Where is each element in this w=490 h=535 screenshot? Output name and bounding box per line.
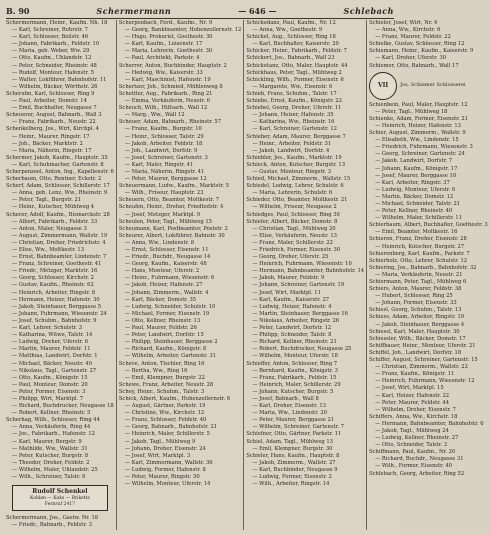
- directory-entry: Schermermann, Jos., Gastw. Nr. 18: [6, 515, 99, 522]
- directory-entry: — Maria, Lehrerin, Schulstr. 6: [252, 190, 333, 197]
- directory-entry: — Jakob, Steinhauer, Berggasse 5: [12, 303, 102, 310]
- directory-entry: — Karl, Dreher, Uferstr. 30: [375, 55, 447, 62]
- directory-entry: — Paul, Monteur, Domstr. 20: [12, 381, 88, 388]
- directory-entry: — Karl, Zimmermann, Wallstr. 36: [124, 459, 213, 466]
- directory-entry: — Marg., Ww., Wall 12: [124, 112, 185, 119]
- directory-entry: Schiemann, Heinr., Kaufm., Kaiserstr. 9: [369, 48, 474, 55]
- directory-entry: — Nikolaus, Arbeiter, Ringstr. 26: [252, 317, 340, 324]
- directory-entry: — Heinr., Fuhrmann, Wiesenstr. 6: [124, 275, 215, 282]
- directory-entry: Schiedges, Paul, Schlosser, Ring 30: [246, 211, 340, 218]
- directory-entry: — Otto, Kellner, Rheinstr. 13: [124, 317, 201, 324]
- directory-entry: Schiedel, Ludwig, Lehrer, Schulstr. 6: [246, 183, 344, 190]
- directory-entry: — Emil, Klempner, Burgstr. 22: [124, 374, 205, 381]
- header-right: Schlebach: [343, 6, 394, 16]
- directory-entry: — Anna, geb. Lenz, Ww., Rheinstr. 9: [12, 190, 108, 197]
- directory-entry: Scheve, Anton, Tischler, Ring 16: [118, 360, 205, 367]
- directory-entry: — Anna, Ww., Goethestr. 9: [252, 27, 323, 34]
- directory-entry: — Heinrich, Maler, Schillerstr. 29: [252, 381, 341, 388]
- directory-entry: — Michael, Former, Eisenstr. 19: [124, 310, 210, 317]
- column-1: [4, 20, 116, 530]
- directory-entry: — Peter, Kellner, Rheinstr. 40: [375, 208, 453, 215]
- directory-entry: — Wilhelm, Schreiner, Gartenstr. 7: [252, 424, 345, 431]
- advertisement-name: Rudolf Schenkel: [32, 488, 88, 496]
- directory-entry: — Johann, Heizer, Hafenstr. 35: [252, 112, 334, 119]
- directory-entry: — Richard, Buchdr., Neugasse 31: [375, 456, 464, 463]
- directory-entry: — Margarete, Ww., Eisenstr. 6: [252, 83, 333, 90]
- directory-entry: Schieler, Josef, Wirt, Nr. 4: [369, 20, 438, 26]
- directory-entry: — Philipp, Wirt, Marktpl. 7: [12, 395, 84, 402]
- directory-entry: — Maria, Lehrerin, Goethestr. 30: [124, 48, 213, 55]
- directory-entry: — Georg, Schlosser, Kirchstr. 2: [12, 275, 94, 282]
- directory-entry: — Jakob, Landwirt, Dorfstr. 7: [375, 158, 453, 165]
- directory-entry: — Matthias, Landwirt, Dorfstr. 1: [12, 353, 98, 360]
- directory-entry: — Franz, Schreiner, Goethestr. 41: [12, 261, 102, 268]
- directory-entry: — Elise, Ww., Moltkestr. 13: [12, 247, 85, 253]
- directory-entry: — Gustav, Kaufm., Rheinstr. 62: [12, 282, 94, 289]
- directory-entry: — Philipp, Schneider, Talstr. 8: [252, 332, 332, 339]
- directory-entry: — Franz, Fabrikarb., Neustr. 22: [12, 119, 96, 126]
- directory-entry: — Hermann, Bahnbeamter, Bahnhofstr. 6: [375, 420, 484, 427]
- directory-entry: — Jakob, Steinhauer, Berggasse 4: [375, 321, 465, 328]
- directory-entry: Schiesl, Georg, Schuhm., Talstr. 13: [369, 307, 462, 314]
- directory-entry: — Heinr., Schlosser, Talstr. 29: [124, 133, 204, 140]
- directory-entry: — Friedrich, Fuhrmann, Wiesenstr. 3: [375, 144, 473, 151]
- directory-entry: — Johann, Fuhrmann, Wiesenstr. 24: [12, 310, 107, 317]
- seal-caption: Jos. Schiemer Schlosserei: [400, 82, 466, 89]
- directory-entry: — Wilh., Friseur, Hauptstr. 23: [124, 190, 204, 197]
- page-header: [6, 4, 394, 19]
- directory-entry: Schiffmann, Paul, Kaufm., Nr. 20: [369, 449, 456, 456]
- directory-entry: — Franz, Kaufm., Burgstr. 10: [124, 126, 202, 133]
- directory-entry: — Joh., Bäcker, Marktstr. 2: [12, 140, 83, 147]
- directory-entry: — Peter, Former, Eisenstr. 3: [12, 388, 86, 395]
- directory-entry: — Hermann, Heizer, Hafenstr. 30: [12, 296, 100, 303]
- directory-entry: Schickedanz, Paul, Kaufm., Nr. 12: [246, 20, 336, 26]
- directory-entry: — Nikolaus, Tagl., Gartenstr. 27: [12, 367, 97, 374]
- directory-entry: — Anna, Ww., Lindenstr. 8: [124, 239, 195, 246]
- directory-entry: — Philipp, Steinhauer, Berggasse 2: [124, 339, 218, 346]
- directory-entry: — Paul, Architekt, Parkstr. 4: [124, 55, 200, 62]
- directory-entry: — Heinr., Arbeiter, Feldstr. 31: [252, 140, 332, 147]
- directory-entry: Schickhaus, Peter, Tagl., Mühlweg 2: [246, 69, 342, 76]
- directory-entry: Schiel, Adam, Tagl., Mühlweg 13: [246, 438, 333, 445]
- directory-entry: — Wilh., Schreiner, Talstr. 6: [12, 474, 86, 480]
- directory-entry: — Jakob, Zimmerm., Wallstr. 27: [252, 459, 336, 466]
- directory-entry: Scherrer, Anton, Buchbinder, Hauptstr. 2: [118, 62, 227, 69]
- directory-entry: Schienbein, Paul, Maler, Hauptstr. 12: [369, 101, 468, 108]
- directory-entry: — Karl, Kaufm., Kaiserstr. 27: [252, 296, 330, 303]
- directory-entry: — Maria, Näherin, Ringstr. 41: [124, 168, 205, 175]
- directory-entry: — Anton, Maler, Neugasse 3: [12, 225, 87, 232]
- directory-entry: — Robert, Kellner, Rheinstr. 5: [12, 410, 91, 417]
- directory-entry: — Jakob, Heizer, Hafenstr. 27: [124, 282, 203, 289]
- directory-entry: — Gustav, Monteur, Ringstr. 3: [252, 168, 332, 175]
- directory-entry: — Martin, Maurer, Feldstr. 11: [12, 346, 91, 353]
- directory-entry: Scherer, Adolf, Kaufm., Bismarckstr. 28: [6, 211, 110, 218]
- directory-entry: Schiebler, Jos., Kaufm., Marktstr. 19: [246, 154, 342, 161]
- directory-entry: Schickling, Wilh., Former, Eisenstr. 6: [246, 76, 344, 83]
- directory-entry: — Franz, Schlosser, Feldstr. 40: [124, 417, 207, 424]
- directory-entry: — Karl, Lehrer, Schulstr. 3: [12, 325, 82, 332]
- directory-entry: Scheumann, Karl, Postbeamter, Poststr. 2: [118, 225, 228, 232]
- directory-entry: Scheruhn, Karl, Schlosser, Ring 9: [6, 90, 95, 97]
- directory-entry: Schiemer, Otto, Bahnarb., Wall 17: [369, 62, 459, 69]
- directory-entry: — Karl, Maler, Ringstr. 41: [124, 161, 194, 168]
- seal-emblem: VII: [369, 72, 397, 100]
- directory-entry: — Joh., Landwirt, Dorfstr. 9: [124, 147, 198, 154]
- directory-entry: — Wilh., Arbeiter, Ringstr. 14: [252, 481, 330, 488]
- directory-entry: — Josef, Maurer, Berggasse 10: [375, 172, 457, 179]
- directory-entry: — Ernst, Bahnbeamter, Lindenstr. 7: [12, 254, 107, 261]
- directory-entry: — Josef, Wirt, Marktpl. 15: [375, 385, 444, 392]
- directory-entry: — Karl, Schuhmacher, Gartenstr. 8: [12, 161, 104, 168]
- directory-entry: — Robert, Buchdrucker, Neugasse 25: [252, 346, 352, 353]
- advertisement-line: Kohlen — Koks — Briketts: [30, 496, 90, 502]
- directory-entry: Scheulen, Peter, Tagl., Mühlweg 15: [118, 218, 212, 225]
- directory-entry: — Elise, Verkäuferin, Neustr. 13: [252, 232, 337, 239]
- directory-entry: — Wilh., Former, Eisenstr. 40: [375, 463, 452, 470]
- directory-entry: Schierholz, Otto, Lehrer, Schulstr. 12: [369, 257, 468, 264]
- directory-entry: — Ludwig, Schneider, Schulstr. 10: [124, 303, 216, 310]
- directory-entry: — Wilhelm, Bäcker, Wörthstr. 26: [12, 83, 98, 90]
- directory-entry: Schienke, Adam, Former, Eisenstr. 21: [369, 115, 469, 122]
- directory-entry: — Wilhelm, Monteur, Uferstr. 14: [124, 481, 211, 488]
- directory-entry: — Hugo, Prokurist, Goethestr. 30: [124, 34, 213, 41]
- directory-entry: Schermer, Jakob, Kaufm., Hauptstr. 35: [6, 154, 108, 161]
- directory-entry: — Georg, Schreiner, Gartenstr. 24: [375, 151, 465, 158]
- directory-entry: — Josef, Schuhm., Bahnhofstr. 9: [12, 317, 97, 324]
- directory-entry: Schettler, Aug., Fabrikarb., Ring 21: [118, 90, 213, 97]
- directory-entry: — Katharina, Ww., Rheinstr. 16: [252, 119, 335, 126]
- directory-entry: — Josef, Wirt, Marktpl. 3: [124, 452, 191, 459]
- directory-entry: — Ludwig, Kellner, Rheinstr. 27: [375, 435, 459, 442]
- directory-entry: — Karl, Buchhalter, Kaiserstr. 20: [252, 41, 339, 48]
- directory-entry: Schiermann, Peter, Tagl., Mühlweg 6: [369, 279, 467, 285]
- column-2: [116, 20, 243, 530]
- directory-entry: Scheurer, Albert, Lokführer, Bahnstr. 30: [118, 232, 225, 239]
- directory-entry: Schickert, Jos., Bahnarb., Wall 23: [246, 55, 335, 62]
- directory-entry: — Ludwig, Monteur, Uferstr. 6: [375, 186, 456, 193]
- directory-entry: — Peter, Kutscher, Burgstr. 8: [12, 452, 89, 459]
- directory-entry: — Heinrich, Fuhrmann, Wiesenstr. 10: [252, 261, 352, 268]
- directory-entry: — Karl, Buchbinder, Neugasse 9: [252, 466, 338, 473]
- directory-entry: — Peter, Maurer, Ringstr. 50: [124, 474, 200, 480]
- directory-entry: — Bertha, Ww., Ring 16: [124, 367, 188, 374]
- directory-entry: — Bernhard, Kaufm., Königstr. 3: [252, 367, 338, 374]
- directory-entry: Schiefner, Otto, Gärtner, Parkstr. 11: [246, 431, 342, 438]
- directory-entry: — Otto, Kaufm., Uhlandstr. 12: [12, 55, 92, 62]
- directory-entry: — Wilhelm, Monteur, Uferstr. 18: [252, 353, 338, 360]
- directory-entry: — Friedrich, Former, Eisenstr. 30: [252, 247, 341, 253]
- directory-entry: — Georg, Bahnarb., Bahnhofstr. 21: [124, 424, 218, 431]
- directory-entry: — Karl, Heizer, Hafenstr. 22: [375, 392, 450, 399]
- directory-entry: Schicketanz, Otto, Maler, Hauptstr. 44: [246, 62, 348, 69]
- directory-entry: — Karl, Schreiner, Rohrstr. 7: [12, 27, 88, 34]
- directory-entry: Schieb, Franz, Schuhm., Talstr. 17: [246, 90, 337, 97]
- directory-entry: — Friedr., Buchdr., Neugasse 14: [124, 254, 211, 261]
- directory-entry: — Karl, Arbeiter, Ringstr. 37: [375, 179, 450, 186]
- directory-entry: Schieber, Adam, Maurer, Berggasse 7: [246, 133, 346, 140]
- directory-entry: — Heinrich, Kutscher, Burgstr. 27: [375, 243, 465, 250]
- column-4: [366, 20, 490, 530]
- directory-entry: — Richard, Kaufm., Königstr. 8: [124, 346, 207, 353]
- directory-entry: — Karl, Bäcker, Domstr. 35: [124, 296, 197, 303]
- directory-entry: — Albert, Fabrikarb., Feldstr. 33: [12, 218, 98, 225]
- directory-entry: — Maria, Ww., Lindenstr. 20: [252, 410, 327, 417]
- directory-entry: — Georg, Kaufm., Kaiserstr. 48: [124, 261, 207, 268]
- directory-entry: Scherpenzeel, Anton, Ing., Kapellenstr. 6: [6, 168, 114, 175]
- directory-entry: — Johann, Zimmerm., Wallstr. 4: [124, 289, 209, 296]
- directory-entry: — Richard, Buchdrucker, Neugasse 18: [12, 403, 114, 410]
- directory-entry: Schier, August, Zimmerm., Wallstr. 9: [369, 130, 466, 137]
- directory-entry: Schiebe, Ernst, Kaufm., Königstr. 22: [246, 98, 343, 105]
- directory-entry: — Michael, Schneider, Talstr. 21: [375, 200, 461, 207]
- directory-entry: — Johann, Kaufm., Königstr. 17: [375, 165, 458, 172]
- directory-entry: — Franz, Maler, Schillerstr. 22: [252, 239, 333, 246]
- directory-entry: — Franz, Fabrikarb., Feldstr. 15: [252, 374, 337, 381]
- directory-entry: — August, Zimmermann, Wallstr. 19: [12, 232, 108, 239]
- directory-entry: Schierbaum, Albert, Buchhalter, Goethestr. 3: [369, 222, 488, 229]
- directory-entry: — Christian, Zimmerm., Wallstr. 22: [375, 364, 468, 371]
- directory-entry: Schiebel, Georg, Dreher, Uferstr. 11: [246, 105, 342, 112]
- directory-entry: Schicker, Heinr., Fabrikarb., Feldstr. 7: [246, 48, 347, 55]
- directory-entry: — Hermann, Bahnbeamter, Bahnhofstr. 14: [252, 268, 365, 275]
- directory-entry: — Johann, Fabrikarb., Feldstr. 10: [12, 41, 100, 48]
- directory-entry: — Hubert, Schlosser, Ring 25: [375, 293, 453, 300]
- directory-entry: — Ludwig, Heizer, Hafenstr. 4: [252, 303, 332, 310]
- directory-entry: — Paul, Arbeiter, Domstr. 14: [12, 98, 87, 105]
- directory-entry: — Heinrich, Fuhrmann, Wiesenstr. 12: [375, 378, 475, 385]
- directory-entry: — Emil, Klempner, Burgstr. 30: [252, 445, 333, 452]
- directory-entry: Schied, Michael, Zimmerm., Wallstr. 15: [246, 176, 351, 183]
- column-3: [243, 20, 366, 530]
- directory-entry: — Jakob, Tagl., Mühlweg 24: [375, 427, 449, 434]
- directory-entry: — Walter, Lokführer, Bahnhofstr. 11: [12, 76, 107, 83]
- directory-entry: Schey, Heinr., Schuhm., Talstr. 3: [118, 388, 205, 395]
- directory-entry: — Otto, Kaufm., Königstr. 15: [12, 374, 88, 381]
- directory-entry: — Jakob, Landwirt, Dorfstr. 4: [252, 147, 330, 154]
- directory-entry: — Wilhelm, Maler, Schillerstr. 11: [375, 215, 462, 222]
- directory-entry: Scheuern, Otto, Beamter, Moltkestr. 7: [118, 197, 220, 204]
- directory-entry: — Johann, Schreiner, Gartenstr. 19: [252, 282, 345, 289]
- directory-entry: — Josef, Bahnarb., Wall 8: [252, 395, 319, 402]
- directory-entry: Scherf, Adam, Schlosser, Schillerstr. 17: [6, 183, 110, 190]
- directory-entry: — Franz, Maurer, Feldstr. 22: [375, 34, 451, 41]
- directory-entry: — Heinrich, Arbeiter, Ringstr. 8: [12, 289, 96, 296]
- directory-entry: — Josef, Metzger, Marktpl. 9: [124, 211, 201, 218]
- directory-entry: — Peter, Landwirt, Dorfstr. 15: [124, 332, 204, 339]
- directory-entry: — Friedr., Metzger, Marktstr. 16: [12, 268, 98, 275]
- directory-entry: — Georg, Bankbeamter, Hohenzollernstr. 12: [124, 27, 242, 34]
- directory-entry: Schiefer, Albert, Bäcker, Domstr. 8: [246, 218, 338, 225]
- directory-entry: — Michael, Bäcker, Neustr. 40: [12, 360, 92, 367]
- directory-entry: — Johann, Former, Eisenstr. 33: [375, 300, 457, 307]
- directory-entry: — Peter, Schneider, Rheinstr. 48: [12, 62, 97, 69]
- seal-advert: [369, 70, 488, 102]
- directory-entry: — Christian, Tagl., Mühlweg 20: [252, 225, 336, 232]
- directory-entry: Scherbaum, Otto, Rentner, Eckstr. 2: [6, 176, 102, 183]
- directory-entry: — August, Gärtner, Parkstr. 19: [124, 403, 206, 410]
- directory-entry: — Maria, geb. Weber, Ww. 29: [12, 48, 90, 55]
- directory-entry: — Josef, Wirt, Marktpl. 11: [252, 289, 321, 296]
- directory-entry: — Ernst, Schlosser, Eisenstr. 11: [124, 247, 209, 253]
- directory-entry: — Paul, Maurer, Feldstr. 26: [124, 325, 197, 332]
- directory-entry: — Theodor, Dreher, Feldstr. 2: [12, 459, 90, 466]
- directory-entry: — Richard, Kellner, Rheinstr. 21: [252, 339, 337, 346]
- directory-entry: Schertzer, Joh., Schmied, Mühlenweg 8: [118, 83, 223, 90]
- directory-entry: — Karl, Schlosser, Beilstr. 46: [12, 34, 89, 41]
- directory-entry: — Elisabeth, Ww., Lindenstr. 15: [375, 137, 459, 144]
- directory-entry: Scherpenbach, Ferd., Kaufm., Nr. 9: [118, 20, 213, 26]
- directory-entry: — Maria, Näherin, Ringstr. 17: [12, 147, 92, 154]
- directory-entry: — Peter, Maurer, Berggasse 12: [124, 176, 207, 183]
- header-left: B. 90: [6, 6, 30, 16]
- directory-entry: — Maria, Verkäuferin, Neustr. 21: [375, 271, 463, 278]
- directory-entry: — Peter, Tagl., Mühlweg 18: [375, 108, 448, 115]
- directory-entry: Schieck, Anton, Kutscher, Burgstr. 13: [246, 161, 346, 168]
- header-running-title: Schermermann: [96, 6, 172, 16]
- directory-entry: Scherhag, Wilh., Schlosser, Ring 44: [6, 417, 100, 424]
- directory-entry: Schieren, Franz, Dreher, Eisenstr. 28: [369, 236, 467, 243]
- advertisement-line: Fernruf 2417: [44, 502, 76, 508]
- directory-entry: — Georg, Dreher, Uferstr. 25: [252, 254, 329, 261]
- directory-entry: — Karl, Schreiner, Gartenstr. 12: [252, 126, 337, 133]
- directory-entry: — Ludwig, Former, Eisenstr. 2: [252, 474, 332, 480]
- directory-entry: — Josef, Schreiner, Gartenstr. 3: [124, 154, 208, 161]
- columns: [4, 20, 488, 530]
- directory-entry: — Karl, Maschinist, Hafenstr. 19: [124, 76, 211, 83]
- directory-entry: — Jakob, Arbeiter, Feldstr. 18: [124, 140, 203, 147]
- directory-entry: — Johann, Kutscher, Burgstr. 5: [252, 388, 334, 395]
- directory-entry: — Friedr., Bahnarb., Feldstr. 3: [12, 522, 92, 529]
- directory-entry: Scheufen, Heinr., Dreher, Friedhofstr. 4: [118, 204, 224, 211]
- directory-entry: — Peter, Maurer, Berggasse 21: [252, 417, 335, 424]
- directory-entry: — Heinrich, Heizer, Hafenstr. 13: [375, 122, 461, 129]
- directory-entry: Scheuermann, Ludw., Kaufm., Marktstr. 5: [118, 183, 229, 190]
- directory-entry: — Anna, Ww., Kirchstr. 6: [375, 27, 441, 34]
- directory-entry: — Rudolf, Monteur, Hafenstr. 5: [12, 69, 94, 76]
- directory-entry: — Anna, Verkäuferin, Ring 44: [12, 424, 91, 431]
- directory-entry: Schiers, Anton, Maurer, Feldstr. 38: [369, 286, 462, 293]
- directory-entry: — Hans, Monteur, Uferstr. 2: [124, 268, 200, 275]
- directory-entry: — Martin, Steinhauer, Berggasse 16: [252, 310, 348, 317]
- directory-entry: Scheuerer, August, Bahnarb., Wall 3: [6, 112, 102, 119]
- directory-entry: — Karl, Maurer, Bergstr. 9: [12, 438, 82, 445]
- directory-entry: Scheuer, Adam, Bahnarb., Rheinstr. 57: [118, 119, 222, 126]
- directory-entry: — Peter, Landwirt, Dorfstr. 12: [252, 325, 332, 332]
- directory-entry: Schlebach, Georg, Arbeiter, Ring 52: [369, 470, 465, 477]
- directory-entry: — Emil, Beamter, Moltkestr. 16: [375, 229, 458, 236]
- directory-entry: — Wilhelm, Friseur, Neugasse 2: [252, 204, 337, 211]
- directory-entry: Schiessler, Wilh., Bäcker, Domstr. 17: [369, 335, 466, 342]
- directory-entry: — Christian, Dreher, Friedrichstr. 4: [12, 239, 106, 246]
- directory-entry: Schewe, Franz, Arbeiter, Neustr. 28: [118, 381, 214, 388]
- directory-entry: — Wilhelm, Maler, Uhlandstr. 25: [12, 466, 98, 473]
- directory-entry: — Wilhelm, Arbeiter, Gartenstr. 31: [124, 353, 216, 360]
- directory-entry: Schiessl, Karl, Maler, Hauptstr. 30: [369, 328, 460, 335]
- directory-entry: — Jakob, Maurer, Feldstr. 9: [252, 275, 325, 282]
- directory-entry: — Peter, Maurer, Feldstr. 44: [375, 399, 450, 406]
- directory-entry: — Johann, Dreher, Eisenstr. 24: [124, 445, 206, 452]
- advertisement-box: [12, 485, 108, 511]
- directory-entry: — Franz, Kaufm., Königstr. 11: [375, 371, 455, 378]
- directory-entry: — Emil, Buchhalter, Neugasse 7: [12, 105, 97, 112]
- directory-entry: Schiffbauer, Heinr., Monteur, Uferstr. 21: [369, 342, 476, 349]
- directory-entry: Schieffer, Anton, Schlosser, Ring 7: [246, 360, 338, 367]
- directory-entry: — Mathilde, Ww., Wallstr. 31: [12, 445, 88, 452]
- directory-entry: — Emma, Verkäuferin, Neustr. 6: [124, 98, 211, 105]
- directory-entry: — Hedwig, Ww., Kaiserstr. 33: [124, 69, 203, 76]
- directory-entry: — Otto, Schneider, Talstr. 2: [375, 442, 448, 449]
- directory-entry: — Heinrich, Maler, Schillerstr. 5: [124, 431, 210, 438]
- directory-entry: — Karl, Kaufm., Luisenstr. 17: [124, 41, 203, 48]
- directory-entry: — Ludwig, Former, Hafenstr. 8: [124, 466, 206, 473]
- directory-entry: — Peter, Tagl., Burgstr. 21: [12, 197, 82, 204]
- directory-entry: Schick, Albert, Kaufm., Hohenzollernstr. 6: [118, 395, 231, 402]
- directory-entry: — Jakob, Tagl., Mühlweg 9: [124, 438, 196, 445]
- directory-entry: — Heinr., Maurer, Ringstr. 17: [12, 133, 90, 140]
- directory-entry: Scheuch, Wilh., Hilfsarb., Wall 12: [118, 105, 208, 112]
- directory-entry: — Ludwig, Dreher, Uferstr. 6: [12, 339, 89, 346]
- directory-entry: Schielke, Gustav, Schlosser, Ring 12: [369, 41, 465, 48]
- directory-entry: Schiffers, Anna, Ww., Kirchstr. 18: [369, 413, 458, 420]
- directory-entry: — Wilhelm, Dreher, Eisenstr. 7: [375, 406, 456, 413]
- directory-entry: — Karl, Dreher, Eisenstr. 13: [252, 403, 326, 410]
- directory-entry: — Martin, Bäcker, Domstr. 12: [375, 193, 454, 200]
- directory-entry: Schiffer, August, Schreiner, Gartenstr. 15: [369, 357, 478, 364]
- directory-entry: — Jos., Fabrikarb., Hafenstr. 12: [12, 431, 95, 438]
- directory-entry: Schieler, Hans, Kaufm., Hauptstr. 8: [246, 452, 340, 459]
- directory-entry: Schieder, Otto, Beamter, Moltkestr. 21: [246, 197, 348, 204]
- directory-entry: Schierenberg, Karl, Kaufm., Parkstr. 7: [369, 250, 470, 257]
- page-number: — 646 —: [238, 6, 277, 16]
- directory-entry: — Katharina, Witwe, Talstr. 14: [12, 332, 93, 339]
- directory-entry: Schiering, Jos., Bahnarb., Bahnhofstr. 32: [369, 264, 477, 271]
- directory-entry: Schenkelberg, Jos., Wirt, Kirchpl. 4: [6, 126, 99, 133]
- directory-entry: — Heinr., Kutscher, Mühlweg 4: [12, 204, 95, 211]
- directory-entry: — Christine, Ww., Kirchstr. 12: [124, 410, 205, 417]
- directory-entry: Schickel, Aug., Schlosser, Ring 18: [246, 34, 336, 41]
- directory-entry: Schiffel, Joh., Landwirt, Dorfstr. 18: [369, 349, 462, 356]
- directory-entry: Schermermann, Heinr., Kaufm. Nh. 18: [6, 20, 108, 26]
- directory-entry: Schiess, Adam, Arbeiter, Ringstr. 19: [369, 314, 465, 321]
